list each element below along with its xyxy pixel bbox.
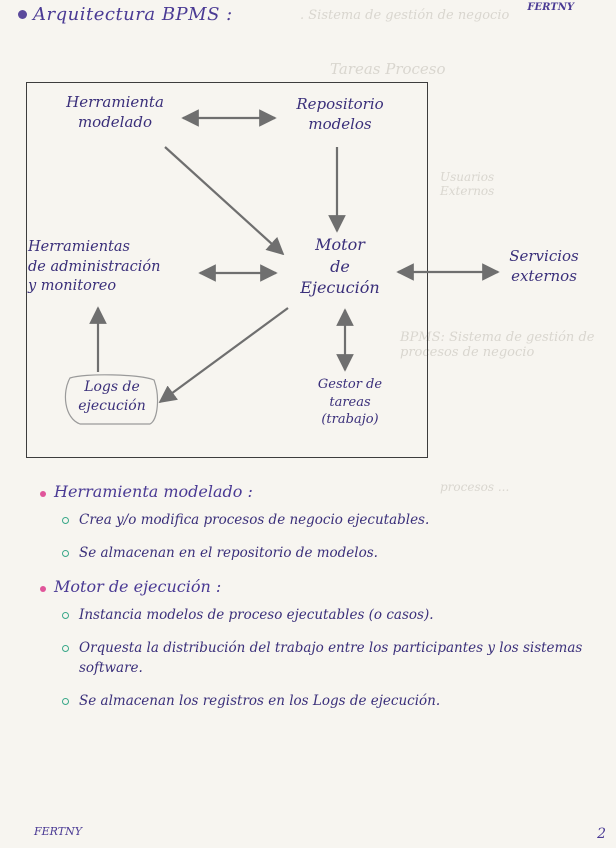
note-item: Se almacenan los registros en los Logs de ejecución.: [62, 691, 600, 711]
arrow-engine-logs: [160, 308, 288, 402]
node-external-services: Servicios externos: [509, 247, 579, 286]
note-heading: Herramienta modelado :: [40, 482, 600, 501]
bleed-through-text: . Sistema de gestión de negocio: [300, 8, 510, 23]
bleed-through-text: Tareas Proceso: [330, 60, 446, 78]
green-bullet-icon: [62, 612, 69, 619]
green-bullet-icon: [62, 550, 69, 557]
brand-signature-top: FERTNY: [527, 2, 574, 13]
node-execution-engine: Motor de Ejecución: [300, 235, 380, 298]
pink-bullet-icon: [40, 491, 46, 497]
note-item: Orquesta la distribución del trabajo entre los participantes y los sistemas software.: [62, 638, 600, 679]
brand-signature-bottom: FERTNY: [34, 825, 82, 838]
green-bullet-icon: [62, 698, 69, 705]
bleed-through-text: procesos ...: [440, 480, 510, 494]
page-title: Arquitectura BPMS :: [33, 4, 233, 25]
green-bullet-icon: [62, 645, 69, 652]
pink-bullet-icon: [40, 586, 46, 592]
node-execution-logs: Logs de ejecución: [78, 379, 146, 414]
note-heading: Motor de ejecución :: [40, 577, 600, 596]
bleed-through-text: Usuarios Externos: [440, 170, 495, 198]
note-item: Se almacenan en el repositorio de modelos.: [62, 543, 600, 563]
node-modeling-tool: Herramienta modelado: [66, 93, 164, 132]
notes-section: [40, 482, 600, 725]
bleed-through-text: BPMS: Sistema de gestión de procesos de negocio: [400, 330, 595, 360]
node-model-repository: Repositorio modelos: [296, 95, 384, 134]
note-item: Crea y/o modifica procesos de negocio ejecutables.: [62, 510, 600, 530]
note-item: Instancia modelos de proceso ejecutables (o casos).: [62, 605, 600, 625]
page-number: 2: [597, 826, 606, 842]
green-bullet-icon: [62, 517, 69, 524]
node-admin-monitoring-tools: Herramientas de administración y monitoreo: [28, 239, 161, 295]
node-task-manager: Gestor de tareas (trabajo): [317, 377, 383, 428]
